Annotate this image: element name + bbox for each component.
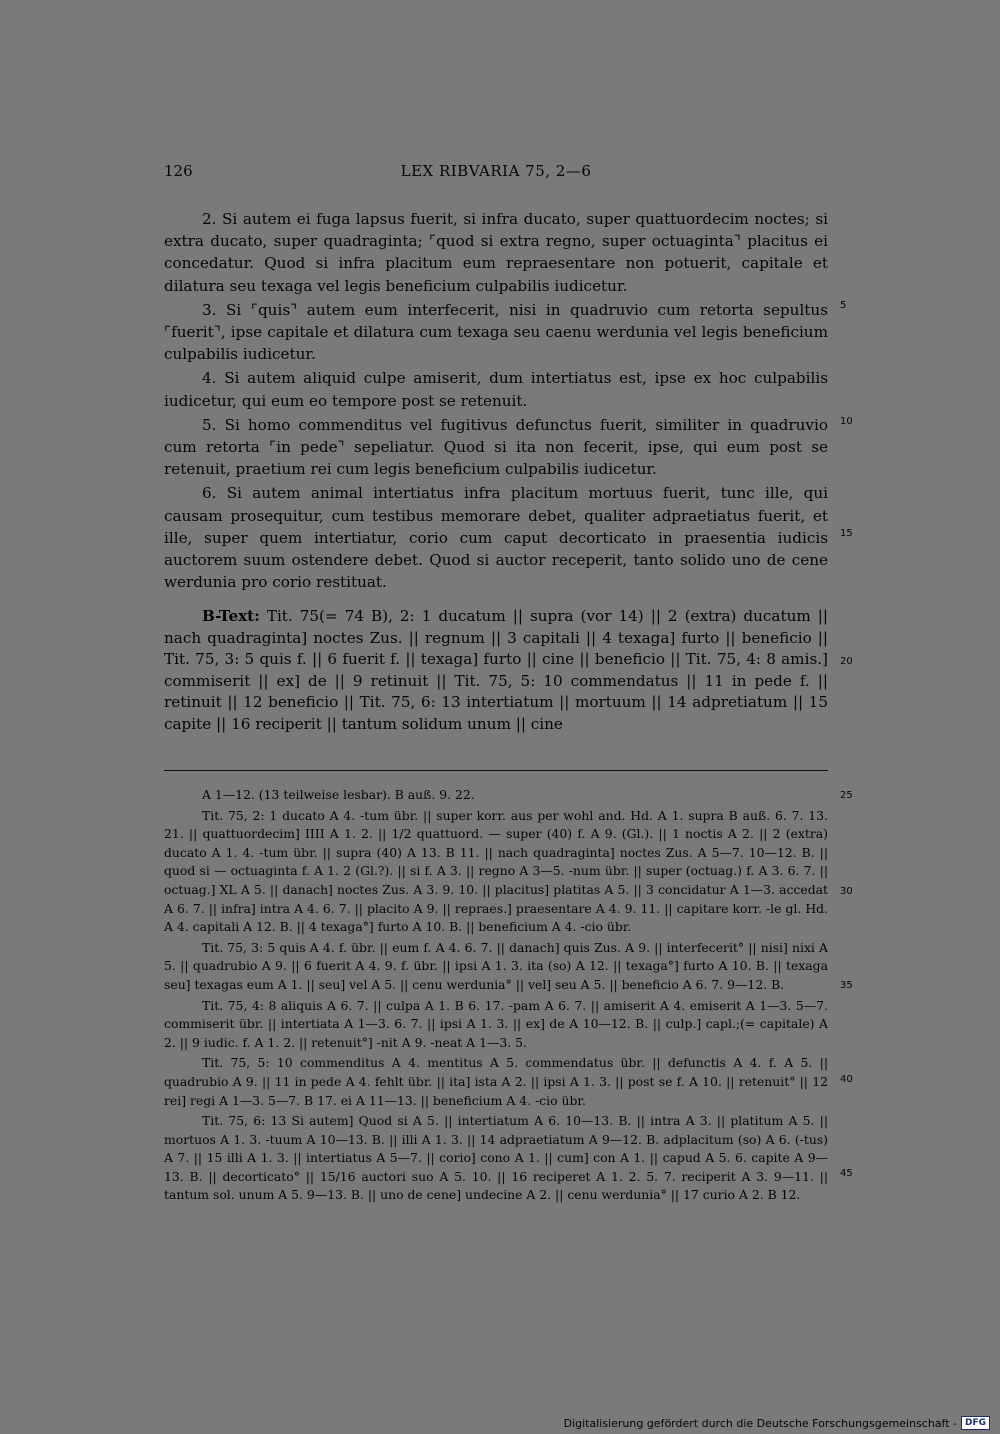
line-number: 10 xyxy=(840,416,853,427)
line-number: 15 xyxy=(840,528,853,539)
line-number: 40 xyxy=(840,1074,853,1085)
paragraph: 4. Si autem aliquid culpe amiserit, dum intertiatus est, ipse ex hoc culpabilis iudicetur, qui eum eo tempore post se retenuit. xyxy=(164,369,828,410)
paragraph: 2. Si autem ei fuga lapsus fuerit, si infra ducato, super quattuordecim noctes; si extra ducato, super quadraginta; ⌜quod si extra regno, super octuaginta⌝ placitus ei concedatur. Quod si infra placitum eum repraesentare non potuerit, capitale et dilatura seu texaga vel legis beneficium culpabilis iudicetur. xyxy=(164,210,828,295)
line-number: 25 xyxy=(840,790,853,801)
page-number: 126 xyxy=(164,162,193,180)
page-header xyxy=(164,162,828,186)
main-text xyxy=(164,208,828,595)
paragraph: 6. Si autem animal intertiatus infra placitum mortuus fuerit, tunc ille, qui causam prosequitur, cum testibus memorare debet, qualiter adpraetiatus fuerit, et ille, super quem intertiatur, corio cum caput decorticato in praesentia iudicis auctorem suum ostendere debet. Quod si auctor receperit, tanto solido uno de cene werdunia pro corio restituat. xyxy=(164,484,828,592)
b-text-section xyxy=(164,606,828,736)
paragraph: 5. Si homo commenditus vel fugitivus defunctus fuerit, similiter in quadruvio cum retorta ⌜in pede⌝ sepeliatur. Quod si ita non fecerit, ipse, qui eum post se retenuit, praetium rei cum legis beneficium culpabilis iudicetur. xyxy=(164,415,828,479)
line-number: 20 xyxy=(840,656,853,667)
apparatus-note: Tit. 75, 2: 1 ducato A 4. -tum übr. || super korr. aus per wohl and. Hd. A 1. supra B auß. 6. 7. 13. 21. || quattuordecim] IIII A 1. 2. || 1/2 quattuord. — super (40) f. A 9. (Gl.). || 1 noctis A 2. || 2 (extra) ducato A 1. 4. -tum übr. || supra (40) A 13. B 11. || nach quadraginta] noctes Zus. A 5—7. 10—12. B. || quod si — octuaginta f. A 1. 2 (Gl.?). || si f. A 3. || regno A 3—5. -num übr. || super (octuag.) f. A 3. 6. 7. || octuag.] XL A 5. || danach] noctes Zus. A 3. 9. 10. || placitus] platitas A 5. || 3 concidatur A 1—3. accedat A 6. 7. || infra] intra A 4. 6. 7. || placito A 9. || repraes.] praesentare A 4. 9. 11. || capitare korr. -le gl. Hd. A 4. capitali A 12. B. || 4 texaga°] furto A 10. B. || beneficium A 4. -cio übr. xyxy=(164,807,828,935)
apparatus-note: Tit. 75, 6: 13 Si autem] Quod si A 5. || intertiatum A 6. 10—13. B. || intra A 3. || platitum A 5. || mortuos A 1. 3. -tuum A 10—13. B. || illi A 1. 3. || 14 adpraetiatum A 9—12. B. adplacitum (so) A 6. (-tus) A 7. || 15 illi A 1. 3. || intertiatus A 5—7. || corio] cono A 1. || cum] con A 1. || capud A 5. 6. capite A 9—13. B. || decorticato° || 15/16 auctori suo A 5. 10. || 16 reciperet A 1. 2. 5. 7. reciperit A 3. 9—11. || tantum sol. unum A 5. 9—13. B. || uno de cene] undecine A 2. || cenu werdunia° || 17 curio A 2. B 12. xyxy=(164,1113,828,1203)
apparatus-note: Tit. 75, 4: 8 aliquis A 6. 7. || culpa A 1. B 6. 17. -pam A 6. 7. || amiserit A 4. emiserit A 1—3. 5—7. commiserit übr. || intertiata A 1—3. 6. 7. || ipsi A 1. 3. || ex] de A 10—12. B. || culp.] capl.;(= capitale) A 2. || 9 iudic. f. A 1. 2. || retenuit°] -nit A 9. -neat A 1—3. 5. xyxy=(164,997,828,1050)
apparatus-note: Tit. 75, 5: 10 commenditus A 4. mentitus A 5. commendatus übr. || defunctis A 4. f. A 5. || quadrubio A 9. || 11 in pede A 4. fehlt übr. || ita] ista A 2. || ipsi A 1. 3. || post se f. A 10. || retenuit° || 12 rei] regi A 1—3. 5—7. B 17. ei A 11—13. || beneficium A 4. -cio übr. xyxy=(164,1055,828,1108)
running-title: LEX RIBVARIA 75, 2—6 xyxy=(400,162,592,180)
apparatus-note: Tit. 75, 3: 5 quis A 4. f. übr. || eum f. A 4. 6. 7. || danach] quis Zus. A 9. || interfecerit° || nisi] nixi A 5. || quadrubio A 9. || 6 fuerit A 4. 9. f. übr. || ipsi A 1. 3. ita (so) A 12. || texaga°] furto A 10. B. || texaga seu] texagas eum A 1. || seu] vel A 5. || cenu werdunia° || vel] seu A 5. || beneficio A 6. 7. 9—12. B. xyxy=(164,939,828,992)
paragraph: 3. Si ⌜quis⌝ autem eum interfecerit, nisi in quadruvio cum retorta sepultus ⌜fuerit⌝, ipse capitale et dilatura cum texaga seu caenu werdunia vel legis beneficium culpabilis iudicetur. xyxy=(164,300,828,364)
b-text-body: Tit. 75(= 74 B), 2: 1 ducatum || supra (vor 14) || 2 (extra) ducatum || nach quadraginta] noctes Zus. || regnum || 3 capitali || 4 texaga] furto || beneficio || Tit. 75, 3: 5 quis f. || 6 fuerit f. || texaga] furto || cine || beneficio || Tit. 75, 4: 8 amis.] commiserit || ex] de || 9 retinuit || Tit. 75, 5: 10 commendatus || 11 in pede f. || retinuit || 12 beneficio || Tit. 75, 6: 13 intertiatum || mortuum || 14 adpretiatum || 15 capite || 16 reciperit || tantum solidum unum || cine xyxy=(164,607,828,733)
b-text-label: B-Text: xyxy=(202,607,260,625)
dfg-logo: DFG xyxy=(961,1416,990,1430)
line-number: 5 xyxy=(840,300,847,311)
line-number: 45 xyxy=(840,1168,853,1179)
funding-footer xyxy=(564,1416,990,1430)
footer-text: Digitalisierung gefördert durch die Deutsche Forschungsgemeinschaft - xyxy=(563,1416,957,1430)
apparatus-note: A 1—12. (13 teilweise lesbar). B auß. 9. 22. xyxy=(202,787,475,802)
line-number: 30 xyxy=(840,886,853,897)
line-number: 35 xyxy=(840,980,853,991)
footnote-rule xyxy=(164,770,828,771)
critical-apparatus xyxy=(164,786,828,1207)
